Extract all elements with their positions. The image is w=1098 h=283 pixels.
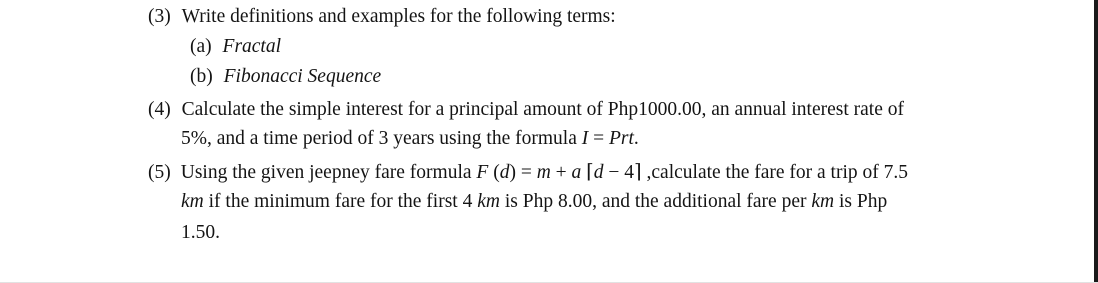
- formula-equals: =: [588, 128, 609, 149]
- item-4-line-1: [148, 99, 904, 121]
- unit-km-2: km: [477, 191, 500, 212]
- formula-Prt: Prt: [608, 128, 634, 149]
- item-4-number: (4): [148, 99, 171, 120]
- item-3b-line: [190, 66, 381, 88]
- item-3-line: [148, 6, 616, 28]
- item-4-text-2: 5%, and a time period of 3 years using the formula: [181, 128, 582, 149]
- item-4-text-1: Calculate the simple interest for a principal amount of Php1000.00, an annual interest rate of: [181, 99, 904, 120]
- item-3-text: Write definitions and examples for the following terms:: [181, 6, 616, 27]
- item-3b-label: (b): [190, 66, 213, 87]
- unit-km-3: km: [811, 191, 835, 212]
- fare-formula-close-eq: ) =: [509, 162, 537, 183]
- fare-formula-rceil: ⌉: [634, 162, 642, 183]
- item-5-line-2: [181, 191, 887, 213]
- item-5-text-1a: Using the given jeepney fare formula: [180, 162, 477, 183]
- unit-km-1: km: [181, 191, 204, 212]
- item-3a-text: Fractal: [222, 36, 282, 57]
- fare-formula-minus4: − 4: [603, 162, 635, 183]
- item-3b-text: Fibonacci Sequence: [223, 66, 382, 87]
- item-5-text-2a: if the minimum fare for the first 4: [203, 191, 478, 212]
- item-5-text-2c: is Php: [834, 191, 888, 212]
- item-5-text-1b: ,calculate the fare for a trip of 7.5: [641, 162, 909, 183]
- item-5-text-3: 1.50.: [181, 222, 220, 243]
- item-3-number: (3): [148, 6, 171, 27]
- fare-formula-open: (: [488, 162, 500, 183]
- formula-I: I: [581, 128, 589, 149]
- fare-formula-a: a: [571, 162, 582, 183]
- item-3a-label: (a): [190, 36, 212, 57]
- fare-formula-lceil: ⌈: [581, 162, 594, 183]
- fare-formula-d2: d: [593, 162, 604, 183]
- fare-formula-F: F: [476, 162, 489, 183]
- fare-formula-plus: +: [550, 162, 572, 183]
- fare-formula-m: m: [536, 162, 551, 183]
- fare-formula-d: d: [499, 162, 510, 183]
- item-5-text-2b: is Php 8.00, and the additional fare per: [499, 191, 812, 212]
- item-5-line-1: [148, 162, 908, 184]
- item-3a-line: [190, 36, 281, 58]
- page-edge-right: [1094, 0, 1098, 283]
- item-5-line-3: [181, 222, 220, 244]
- item-4-period: .: [633, 128, 639, 149]
- item-4-line-2: [181, 128, 639, 150]
- item-5-number: (5): [148, 162, 171, 183]
